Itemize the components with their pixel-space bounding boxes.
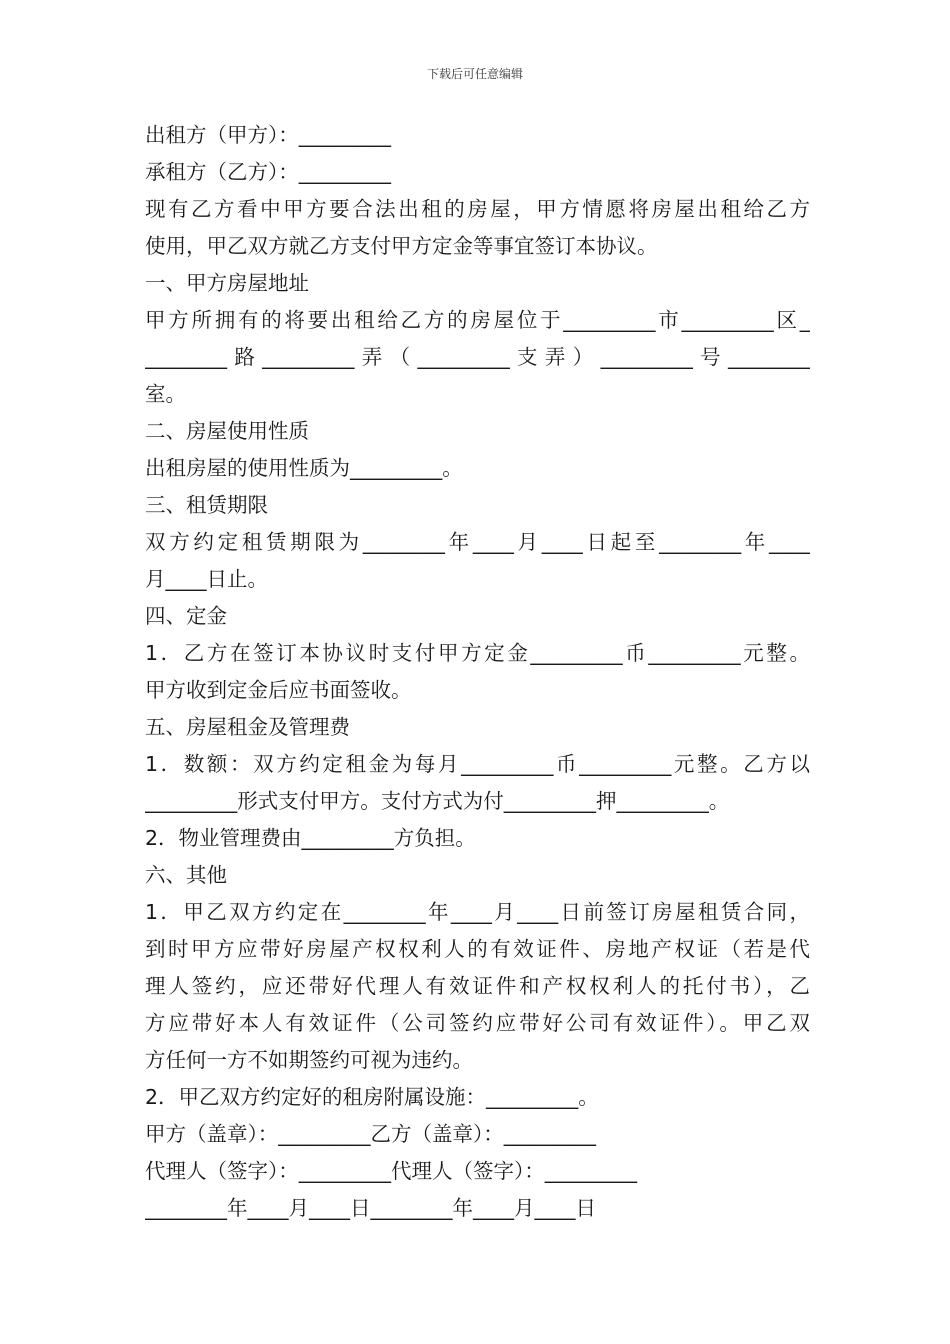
other-line-1: 1．甲乙双方约定在________年____月____日前签订房屋租赁合同， [145,900,810,924]
date-line: ________年____月____日________年____月____日 [145,1196,596,1220]
facilities-line: 2．甲乙双方约定好的租房附属设施：_________。 [145,1085,599,1109]
management-fee-line: 2．物业管理费由_________方负担。 [145,826,476,850]
address-line-3: 室。 [145,382,186,406]
section-heading-usage: 二、房屋使用性质 [145,419,309,443]
preamble-line-2: 使用，甲乙双方就乙方支付甲方定金等事宜签订本协议。 [145,234,658,258]
contract-body [145,117,810,1227]
other-line-3: 理人签约，应还带好代理人有效证件和产权权利人的托付书），乙 [145,974,810,998]
address-line-2: ________路_________弄（_________支弄）_________号________ [145,345,810,369]
deposit-line-1: 1．乙方在签订本协议时支付甲方定金_________币_________元整。 [145,641,810,665]
tenant-line: 承租方（乙方）：_________ [145,160,391,184]
section-heading-other: 六、其他 [145,863,227,887]
landlord-line: 出租方（甲方）：_________ [145,123,391,147]
preamble-line-1: 现有乙方看中甲方要合法出租的房屋，甲方情愿将房屋出租给乙方 [145,197,810,221]
usage-line: 出租房屋的使用性质为_________。 [145,456,463,480]
other-line-4: 方应带好本人有效证件（公司签约应带好公司有效证件）。甲乙双 [145,1011,810,1035]
term-line-1: 双方约定租赁期限为________年____月____日起至________年____ [145,530,810,554]
other-line-5: 方任何一方不如期签约可视为违约。 [145,1048,473,1072]
seal-line: 甲方（盖章）：_________乙方（盖章）：_________ [145,1122,596,1146]
address-line-1: 甲方所拥有的将要出租给乙方的房屋位于_________市_________区_ [145,308,810,332]
rent-line-1: 1．数额：双方约定租金为每月_________币_________元整。乙方以 [145,752,810,776]
other-line-2: 到时甲方应带好房屋产权权利人的有效证件、房地产权证（若是代 [145,937,810,961]
agent-signature-line: 代理人（签字）：_________代理人（签字）：_________ [145,1159,637,1183]
rent-line-2: _________形式支付甲方。支付方式为付_________押_________。 [145,789,730,813]
term-line-2: 月____日止。 [145,567,268,591]
section-heading-term: 三、租赁期限 [145,493,268,517]
section-heading-rent: 五、房屋租金及管理费 [145,715,350,739]
deposit-line-2: 甲方收到定金后应书面签收。 [145,678,412,702]
section-heading-address: 一、甲方房屋地址 [145,271,309,295]
section-heading-deposit: 四、定金 [145,604,227,628]
page-header-note: 下载后可任意编辑 [426,67,523,81]
